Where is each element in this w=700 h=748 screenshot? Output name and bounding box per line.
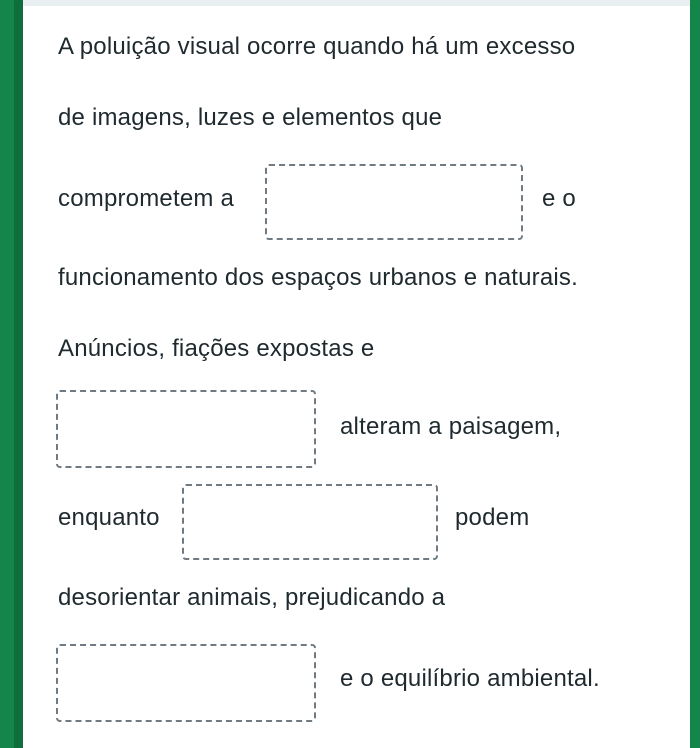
drop-blank-3[interactable] xyxy=(182,484,438,560)
top-divider xyxy=(23,0,690,6)
text-line-3-end: e o xyxy=(542,185,576,212)
text-line-5: Anúncios, fiações expostas e xyxy=(58,335,375,362)
text-line-8: desorientar animais, prejudicando a xyxy=(58,584,446,611)
text-line-4: funcionamento dos espaços urbanos e naturais. xyxy=(58,264,578,291)
drop-blank-1[interactable] xyxy=(265,164,523,240)
left-accent-bar xyxy=(0,0,14,748)
text-line-2: de imagens, luzes e elementos que xyxy=(58,104,443,131)
drop-blank-2[interactable] xyxy=(56,390,316,468)
text-line-7-end: podem xyxy=(455,504,530,531)
left-accent-bar-inner xyxy=(14,0,23,748)
text-line-7-start: enquanto xyxy=(58,504,160,531)
text-line-3-start: comprometem a xyxy=(58,185,234,212)
drop-blank-4[interactable] xyxy=(56,644,316,722)
text-line-1: A poluição visual ocorre quando há um excesso xyxy=(58,33,576,60)
right-accent-bar xyxy=(690,0,700,748)
text-line-6-end: alteram a paisagem, xyxy=(340,413,562,440)
text-line-9-end: e o equilíbrio ambiental. xyxy=(340,665,600,692)
